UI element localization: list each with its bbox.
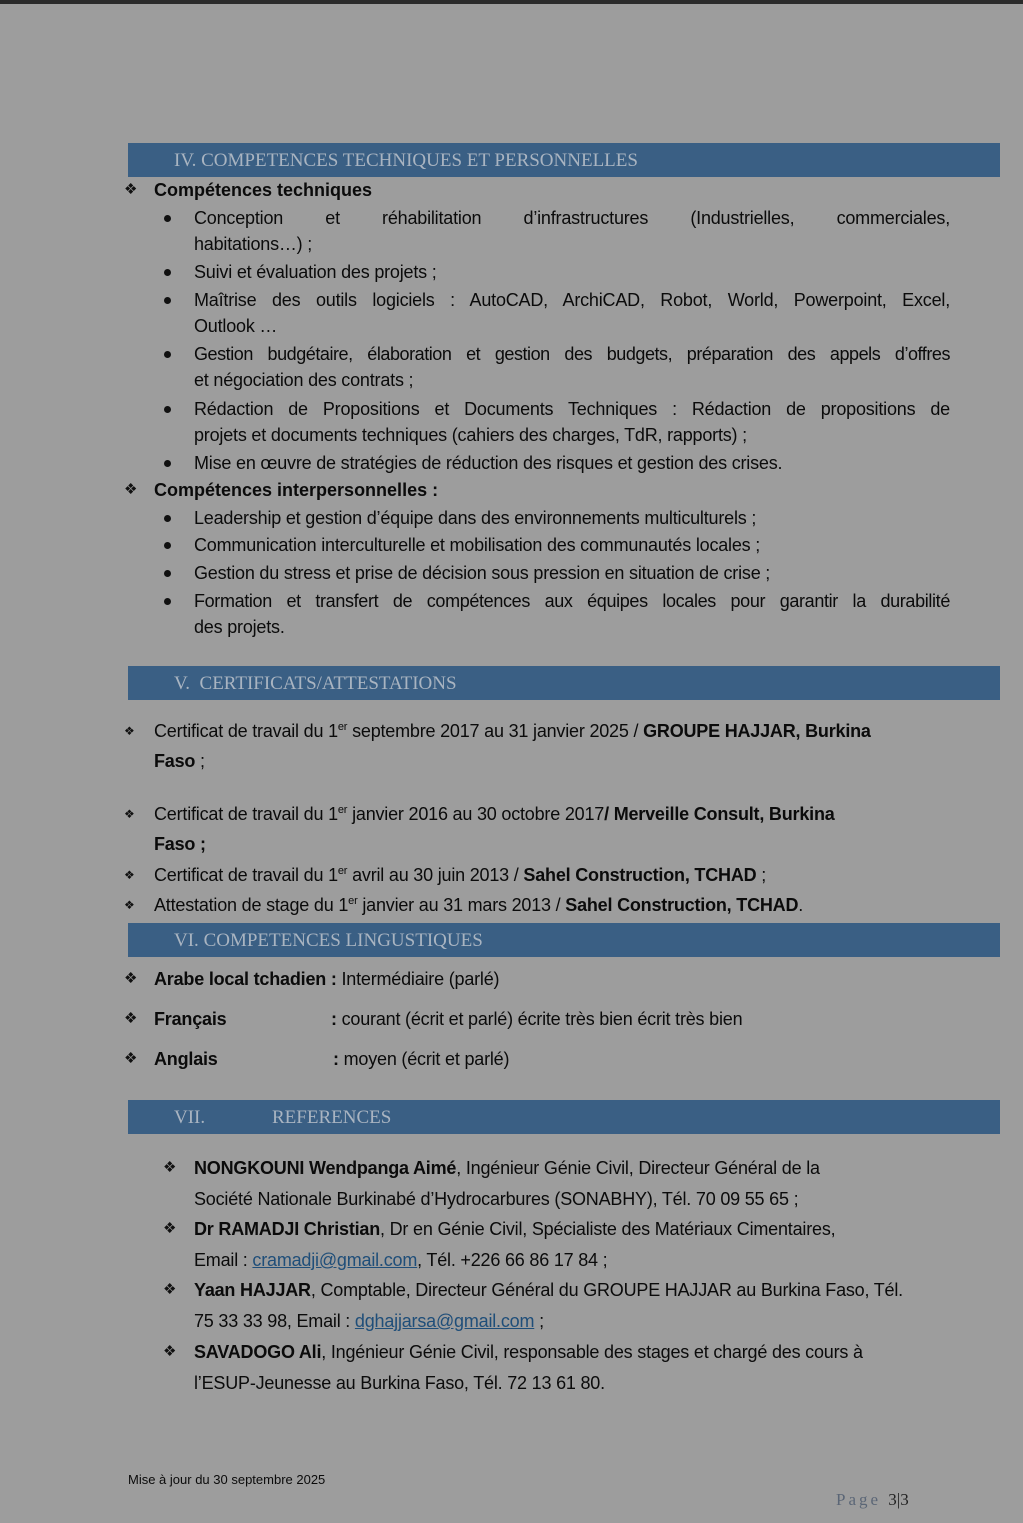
cert-org: Sahel Construction, TCHAD <box>523 865 757 885</box>
round-bullet-icon <box>164 351 171 358</box>
cert-text: septembre 2017 au 31 janvier 2025 / <box>347 721 644 741</box>
diamond-bullet-icon: ❖ <box>124 898 135 912</box>
diamond-bullet-icon: ❖ <box>124 724 135 738</box>
diamond-bullet-icon: ❖ <box>124 970 138 987</box>
language-name: Arabe local tchadien <box>154 969 327 989</box>
list-item-cont: Outlook … <box>194 316 278 336</box>
cert-sup: er <box>337 721 348 733</box>
language-level: Intermédiaire (parlé) <box>341 969 500 989</box>
page-total: 3 <box>900 1490 909 1509</box>
language-level: courant (écrit et parlé) écrite très bien écrit très bien <box>341 1009 743 1029</box>
cert-org: GROUPE HAJJAR, Burkina <box>643 721 871 741</box>
section-title: REFERENCES <box>272 1107 392 1128</box>
diamond-bullet-icon: ❖ <box>124 868 135 882</box>
language-item <box>154 1006 742 1032</box>
diamond-bullet-icon: ❖ <box>163 1220 177 1237</box>
diamond-bullet-icon: ❖ <box>163 1343 177 1360</box>
reference-item-cont <box>194 1247 607 1273</box>
reference-name: Yaan HAJJAR <box>194 1280 311 1300</box>
reference-text: , Ingénieur Génie Civil, Directeur Général de la <box>456 1158 820 1178</box>
cert-text: janvier 2016 au 30 octobre 2017 <box>347 804 605 824</box>
reference-name: Dr RAMADJI Christian <box>194 1219 381 1239</box>
reference-item-cont: l’ESUP-Jeunesse au Burkina Faso, Tél. 72 13 61 80. <box>194 1373 605 1393</box>
cert-text: ; <box>756 865 767 885</box>
diamond-bullet-icon: ❖ <box>124 481 138 498</box>
list-item: Gestion budgétaire, élaboration et gestion des budgets, préparation des appels d’offres <box>194 344 950 364</box>
reference-item <box>194 1216 835 1242</box>
diamond-bullet-icon: ❖ <box>124 1010 138 1027</box>
cert-text: avril au 30 juin 2013 / <box>347 865 524 885</box>
language-item <box>154 1046 509 1072</box>
list-item: Formation et transfert de compétences aux équipes locales pour garantir la durabilité <box>194 591 950 611</box>
reference-text: , Ingénieur Génie Civil, responsable des stages et chargé des cours à <box>321 1342 863 1362</box>
round-bullet-icon <box>164 515 171 522</box>
section-number: IV. <box>174 150 197 171</box>
certificate-item-cont <box>154 748 205 774</box>
certificate-item-cont <box>154 831 206 857</box>
page-number <box>836 1490 909 1510</box>
page-sep: | <box>896 1490 901 1509</box>
reference-item-cont: Société Nationale Burkinabé d’Hydrocarbures (SONABHY), Tél. 70 09 55 65 ; <box>194 1189 799 1209</box>
section-title: COMPETENCES LINGUSTIQUES <box>203 930 483 951</box>
diamond-bullet-icon: ❖ <box>124 1050 138 1067</box>
list-item: Conception et réhabilitation d’infrastructures (Industrielles, commerciales, <box>194 208 950 228</box>
cert-sup: er <box>337 865 348 877</box>
reference-name: NONGKOUNI Wendpanga Aimé <box>194 1158 457 1178</box>
section-header-languages <box>128 923 1000 957</box>
list-item: Maîtrise des outils logiciels : AutoCAD, ArchiCAD, Robot, World, Powerpoint, Excel, <box>194 290 950 310</box>
section-header-references <box>128 1100 1000 1134</box>
cert-org: / Merveille Consult, Burkina <box>604 804 835 824</box>
section-header-skills <box>128 143 1000 177</box>
cert-sup: er <box>348 895 358 907</box>
round-bullet-icon <box>164 297 171 304</box>
cert-text: janvier au 31 mars 2013 / <box>357 895 566 915</box>
diamond-bullet-icon: ❖ <box>124 181 138 198</box>
reference-item <box>194 1277 903 1303</box>
email-link[interactable]: cramadji@gmail.com <box>252 1250 418 1270</box>
page-current: 3 <box>888 1490 897 1509</box>
certificate-item <box>154 892 803 918</box>
list-item: Communication interculturelle et mobilisation des communautés locales ; <box>194 535 761 555</box>
certificate-item <box>154 862 766 888</box>
certificate-item <box>154 801 835 827</box>
diamond-bullet-icon: ❖ <box>163 1281 177 1298</box>
section-title: CERTIFICATS/ATTESTATIONS <box>199 673 457 694</box>
cert-org: Faso <box>154 751 196 771</box>
reference-name: SAVADOGO Ali <box>194 1342 322 1362</box>
list-item: Rédaction de Propositions et Documents Techniques : Rédaction de propositions de <box>194 399 950 419</box>
section-header-certificates <box>128 666 1000 700</box>
page-label: Page <box>836 1490 882 1509</box>
reference-item-cont <box>194 1308 544 1334</box>
round-bullet-icon <box>164 460 171 467</box>
subheading-technical: Compétences techniques <box>154 180 373 200</box>
section-number: VI. <box>174 930 199 951</box>
reference-item <box>194 1339 863 1365</box>
round-bullet-icon <box>164 269 171 276</box>
window-top-bar <box>0 0 1023 4</box>
language-name: Anglais <box>154 1049 218 1069</box>
list-item: Leadership et gestion d’équipe dans des environnements multiculturels ; <box>194 508 757 528</box>
round-bullet-icon <box>164 598 171 605</box>
footer-updated: Mise à jour du 30 septembre 2025 <box>128 1472 326 1487</box>
round-bullet-icon <box>164 570 171 577</box>
list-item-cont: projets et documents techniques (cahiers des charges, TdR, rapports) ; <box>194 425 747 445</box>
cert-text: . <box>798 895 804 915</box>
reference-text: ; <box>534 1311 544 1331</box>
certificate-item <box>154 718 871 744</box>
diamond-bullet-icon: ❖ <box>163 1159 177 1176</box>
language-item <box>154 966 499 992</box>
list-item: Suivi et évaluation des projets ; <box>194 262 437 282</box>
section-number: V. <box>174 673 191 694</box>
cert-text: Certificat de travail du 1 <box>154 721 338 741</box>
list-item-cont: et négociation des contrats ; <box>194 370 414 390</box>
language-sep: : <box>326 969 342 989</box>
cert-sup: er <box>337 804 348 816</box>
cert-text: ; <box>195 751 205 771</box>
reference-text: , Comptable, Directeur Général du GROUPE HAJJAR au Burkina Faso, Tél. <box>310 1280 903 1300</box>
reference-text: 75 33 33 98, Email : <box>194 1311 355 1331</box>
list-item: Gestion du stress et prise de décision sous pression en situation de crise ; <box>194 563 771 583</box>
list-item-cont: habitations…) ; <box>194 234 313 254</box>
reference-text: Email : <box>194 1250 253 1270</box>
language-sep: : <box>333 1049 344 1069</box>
reference-text: , Dr en Génie Civil, Spécialiste des Matériaux Cimentaires, <box>380 1219 836 1239</box>
list-item: Mise en œuvre de stratégies de réduction des risques et gestion des crises. <box>194 453 783 473</box>
round-bullet-icon <box>164 542 171 549</box>
diamond-bullet-icon: ❖ <box>124 807 135 821</box>
round-bullet-icon <box>164 215 171 222</box>
subheading-interpersonal: Compétences interpersonnelles : <box>154 480 439 500</box>
cert-text: Certificat de travail du 1 <box>154 804 338 824</box>
round-bullet-icon <box>164 406 171 413</box>
cert-org: Sahel Construction, TCHAD <box>565 895 799 915</box>
language-name: Français <box>154 1009 227 1029</box>
language-level: moyen (écrit et parlé) <box>343 1049 510 1069</box>
reference-item <box>194 1155 820 1181</box>
reference-text: , Tél. +226 66 86 17 84 ; <box>417 1250 608 1270</box>
cert-text: Attestation de stage du 1 <box>154 895 349 915</box>
section-number: VII. <box>174 1107 206 1128</box>
language-sep: : <box>331 1009 342 1029</box>
list-item-cont: des projets. <box>194 617 285 637</box>
cert-text: Certificat de travail du 1 <box>154 865 338 885</box>
cert-org: Faso ; <box>154 834 206 854</box>
section-title: COMPETENCES TECHNIQUES ET PERSONNELLES <box>201 150 638 171</box>
email-link[interactable]: dghajjarsa@gmail.com <box>354 1311 535 1331</box>
